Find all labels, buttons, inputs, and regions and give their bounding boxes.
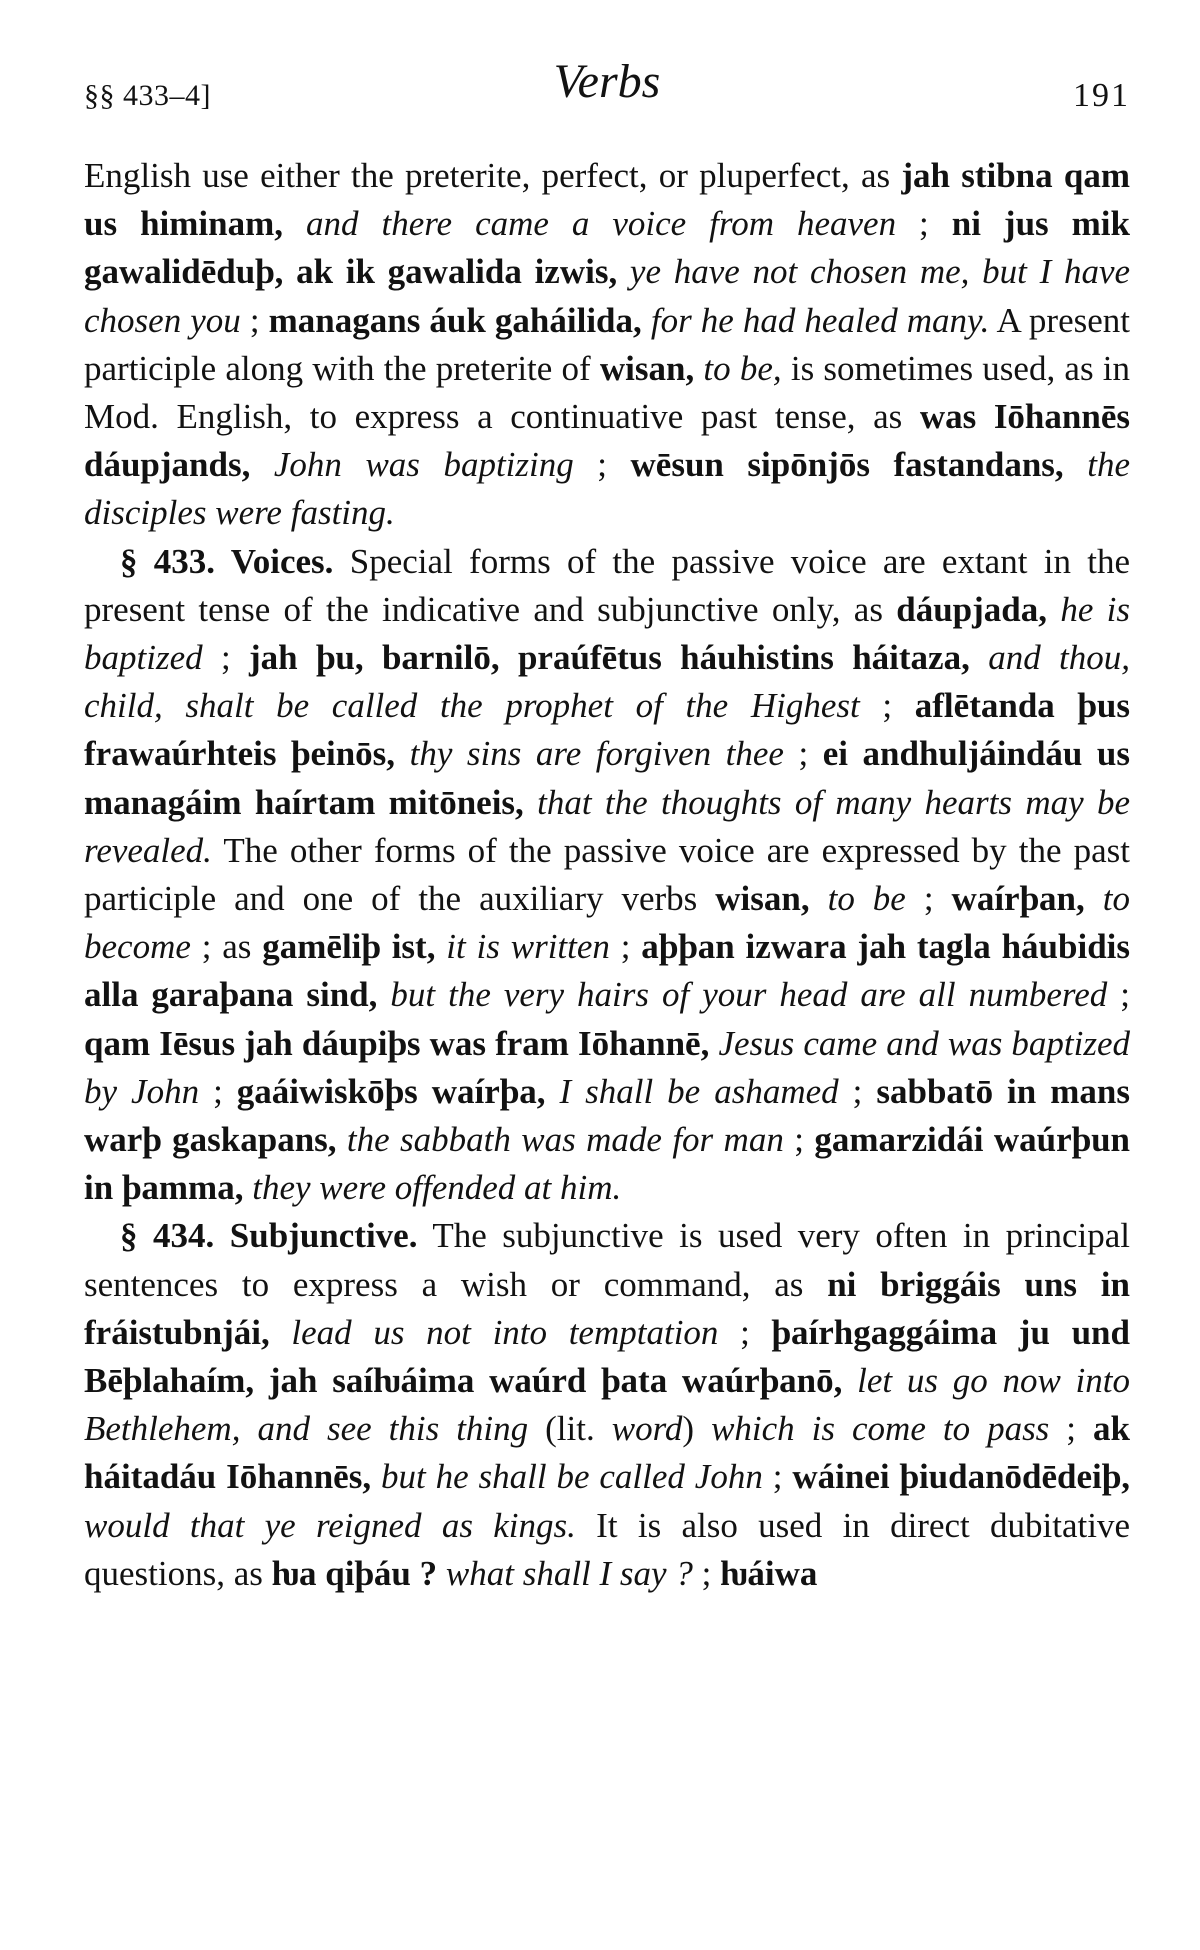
translation-text: he is baptized [84, 589, 1130, 678]
paragraph-continuation [84, 152, 1130, 538]
translation-text: let us go now into Bethlehem, and see this thing [84, 1361, 1130, 1449]
body-text: is sometimes used, as in Mod. English, to express a continuative past tense, as [84, 348, 1130, 437]
translation-text: to be [809, 879, 906, 919]
body-text: ; [718, 1312, 772, 1352]
page-body [84, 152, 1130, 1598]
body-text: ; [783, 1120, 815, 1160]
gothic-text: gaáiwiskōþs waírþa, [236, 1071, 546, 1111]
gothic-text: ƕáiwa [720, 1553, 818, 1593]
gothic-text: § 434. Subjunctive. [120, 1216, 418, 1256]
section-reference: §§ 433–4] [84, 79, 211, 112]
gothic-text: waírþan, [951, 879, 1085, 919]
gothic-text: jah stibna qam us himinam, [84, 156, 1131, 244]
gothic-text: wisan, [715, 879, 810, 919]
gothic-text: aþþan izwara jah tagla háubidis alla garaþana sind, [84, 927, 1131, 1015]
paragraph-section-433 [84, 538, 1130, 1213]
translation-text: and there came a voice from heaven [283, 204, 897, 244]
translation-text: would that ye reigned as kings. [84, 1505, 576, 1545]
translation-text: they were offended at him. [243, 1168, 622, 1208]
gothic-text: wáinei þiudanōdēdeiþ, [792, 1457, 1130, 1497]
body-text: It is also used in direct dubitative questions, as [84, 1505, 1131, 1593]
translation-text: to be, [694, 348, 782, 388]
body-text: The subjunctive is used very often in principal sentences to express a wish or command, as [84, 1216, 1130, 1304]
body-text: The other forms of the passive voice are expressed by the past participle and one of the auxiliary verbs [84, 830, 1130, 919]
gothic-text: gamarzidái waúrþun in þamma, [84, 1120, 1131, 1208]
gothic-text: ƕa qiþáu ? [271, 1553, 438, 1593]
translation-text: thy sins are forgiven thee [395, 734, 784, 774]
body-text: ; [573, 445, 631, 485]
body-text: ; [1107, 975, 1130, 1015]
body-text: ; [905, 879, 952, 919]
body-text: English use either the preterite, perfect, or pluperfect, as [84, 156, 902, 195]
gothic-text: wēsun sipōnjōs fastandans, [630, 445, 1064, 485]
gothic-text: gamēliþ ist, [262, 927, 436, 967]
translation-text: ye have not chosen me, but I have chosen you [84, 252, 1131, 340]
gothic-text: ei andhuljáindáu us managáim haírtam mitōneis, [84, 734, 1130, 822]
gothic-text: was Iōhannēs dáupjands, [84, 397, 1130, 485]
gothic-text: þaírhgaggáima ju und Bēþlahaím, jah saíƕáima waúrd þata waúrþanō, [84, 1312, 1130, 1401]
translation-text: for he had healed many. [641, 300, 990, 340]
translation-text: which is come to pass [711, 1409, 1050, 1449]
gothic-text: dáupjada, [896, 589, 1048, 629]
gothic-text: aflētanda þus frawaúrhteis þeinōs, [84, 686, 1130, 774]
body-text: ; [896, 204, 952, 244]
body-text: ; [859, 686, 915, 726]
body-text: Special forms of the passive voice are extant in the present tense of the indicative and subjunctive only, as [84, 541, 1130, 629]
gothic-text: jah þu, barnilō, praúfētus háuhistins háitaza, [249, 638, 970, 678]
translation-text: word [611, 1409, 683, 1449]
body-text: ; [692, 1553, 721, 1593]
body-text: (lit. [528, 1409, 612, 1449]
translation-text: the disciples were fasting. [84, 445, 1130, 533]
translation-text: lead us not into temptation [269, 1312, 719, 1352]
translation-text: the sabbath was made for man [336, 1120, 784, 1160]
body-text: ; [783, 734, 823, 774]
translation-text: Jesus came and was baptized by John [84, 1023, 1130, 1111]
body-text: ; [202, 638, 249, 678]
translation-text: I shall be ashamed [545, 1071, 839, 1111]
gothic-text: sabbatō in mans warþ gaskapans, [84, 1071, 1130, 1160]
body-text: ; as [190, 927, 263, 967]
body-text: ; [240, 300, 269, 340]
gothic-text: managans áuk gaháilida, [268, 300, 642, 340]
translation-text: John was baptizing [250, 445, 574, 485]
gothic-text: ni briggáis uns in fráistubnjái, [84, 1264, 1130, 1352]
gothic-text: ak háitadáu Iōhannēs, [84, 1409, 1130, 1497]
running-header [84, 55, 1130, 124]
body-text: ; [762, 1457, 793, 1497]
page-number: 191 [1073, 77, 1130, 114]
translation-text: it is written [435, 927, 610, 967]
translation-text: and thou, child, shalt be called the prophet of the Highest [84, 638, 1130, 726]
body-text: ) [682, 1409, 712, 1449]
gothic-text: ni jus mik gawalidēduþ, ak ik gawalida izwis, [84, 204, 1130, 292]
chapter-title: Verbs [553, 55, 661, 108]
body-text: ; [838, 1071, 877, 1111]
body-text: A present participle along with the preterite of [84, 300, 1130, 388]
translation-text: to become [84, 879, 1130, 967]
translation-text: that the thoughts of many hearts may be revealed. [84, 782, 1131, 870]
body-text: ; [609, 927, 642, 967]
gothic-text: § 433. Voices. [120, 541, 334, 581]
translation-text: but the very hairs of your head are all numbered [377, 975, 1108, 1015]
gothic-text: qam Iēsus jah dáupiþs was fram Iōhannē, [84, 1023, 710, 1063]
translation-text: what shall I say ? [437, 1553, 693, 1593]
body-text: ; [199, 1071, 237, 1111]
paragraph-section-434 [84, 1212, 1130, 1598]
book-page [84, 55, 1131, 1918]
translation-text: but he shall be called John [371, 1457, 763, 1497]
body-text: ; [1049, 1409, 1094, 1449]
gothic-text: wisan, [599, 348, 695, 388]
